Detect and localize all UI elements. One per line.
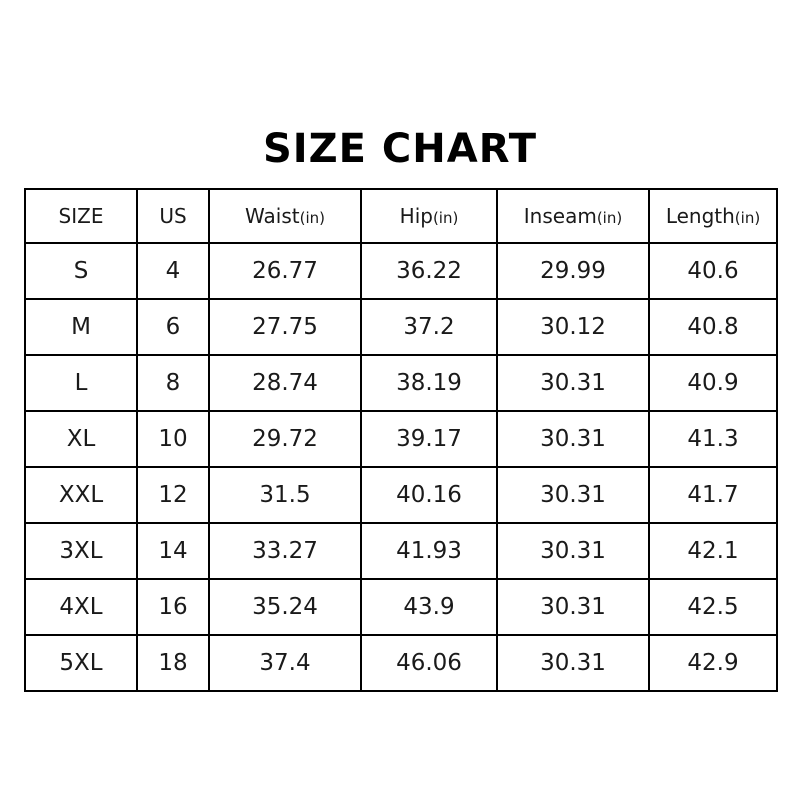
column-header-length-unit: (in) [734,209,761,227]
cell-us: 10 [137,411,209,467]
cell-waist: 37.4 [209,635,361,691]
cell-hip: 40.16 [361,467,497,523]
size-chart-table [24,188,778,692]
cell-size: XXL [25,467,137,523]
cell-waist: 35.24 [209,579,361,635]
table-row [25,299,777,355]
cell-us: 12 [137,467,209,523]
table-header-row [25,189,777,243]
cell-us: 8 [137,355,209,411]
table-header [25,189,777,243]
column-header-inseam [497,189,649,243]
table-row [25,243,777,299]
cell-hip: 38.19 [361,355,497,411]
cell-hip: 46.06 [361,635,497,691]
cell-size: M [25,299,137,355]
column-header-waist [209,189,361,243]
cell-hip: 37.2 [361,299,497,355]
cell-length: 41.3 [649,411,777,467]
table-row [25,579,777,635]
cell-inseam: 29.99 [497,243,649,299]
cell-length: 40.8 [649,299,777,355]
column-header-us [137,189,209,243]
table-row [25,635,777,691]
cell-length: 40.9 [649,355,777,411]
cell-inseam: 30.31 [497,579,649,635]
cell-length: 41.7 [649,467,777,523]
cell-us: 18 [137,635,209,691]
cell-hip: 36.22 [361,243,497,299]
cell-waist: 29.72 [209,411,361,467]
table-row [25,355,777,411]
cell-waist: 27.75 [209,299,361,355]
cell-inseam: 30.31 [497,355,649,411]
cell-us: 16 [137,579,209,635]
column-header-hip [361,189,497,243]
cell-hip: 41.93 [361,523,497,579]
cell-waist: 33.27 [209,523,361,579]
cell-waist: 31.5 [209,467,361,523]
table-body [25,243,777,691]
cell-hip: 43.9 [361,579,497,635]
cell-length: 42.9 [649,635,777,691]
cell-size: 5XL [25,635,137,691]
table-row [25,523,777,579]
column-header-hip-unit: (in) [432,209,459,227]
cell-waist: 26.77 [209,243,361,299]
cell-us: 14 [137,523,209,579]
cell-inseam: 30.31 [497,411,649,467]
column-header-length [649,189,777,243]
page-title: SIZE CHART [262,126,538,172]
cell-size: XL [25,411,137,467]
column-header-inseam-unit: (in) [596,209,623,227]
cell-size: 4XL [25,579,137,635]
table-row [25,411,777,467]
cell-size: S [25,243,137,299]
column-header-size-label: SIZE [58,204,104,228]
table-row [25,467,777,523]
column-header-length-label: Length [665,204,735,228]
column-header-inseam-label: Inseam [523,204,597,228]
column-header-size [25,189,137,243]
cell-us: 6 [137,299,209,355]
column-header-waist-unit: (in) [299,209,325,227]
cell-inseam: 30.31 [497,635,649,691]
cell-waist: 28.74 [209,355,361,411]
cell-length: 40.6 [649,243,777,299]
cell-size: L [25,355,137,411]
cell-size: 3XL [25,523,137,579]
cell-inseam: 30.12 [497,299,649,355]
cell-length: 42.1 [649,523,777,579]
column-header-waist-label: Waist [245,204,300,228]
cell-inseam: 30.31 [497,523,649,579]
column-header-hip-label: Hip [399,204,433,228]
cell-us: 4 [137,243,209,299]
column-header-us-label: US [159,204,187,228]
cell-length: 42.5 [649,579,777,635]
cell-inseam: 30.31 [497,467,649,523]
size-chart-table-wrapper [24,188,776,692]
cell-hip: 39.17 [361,411,497,467]
